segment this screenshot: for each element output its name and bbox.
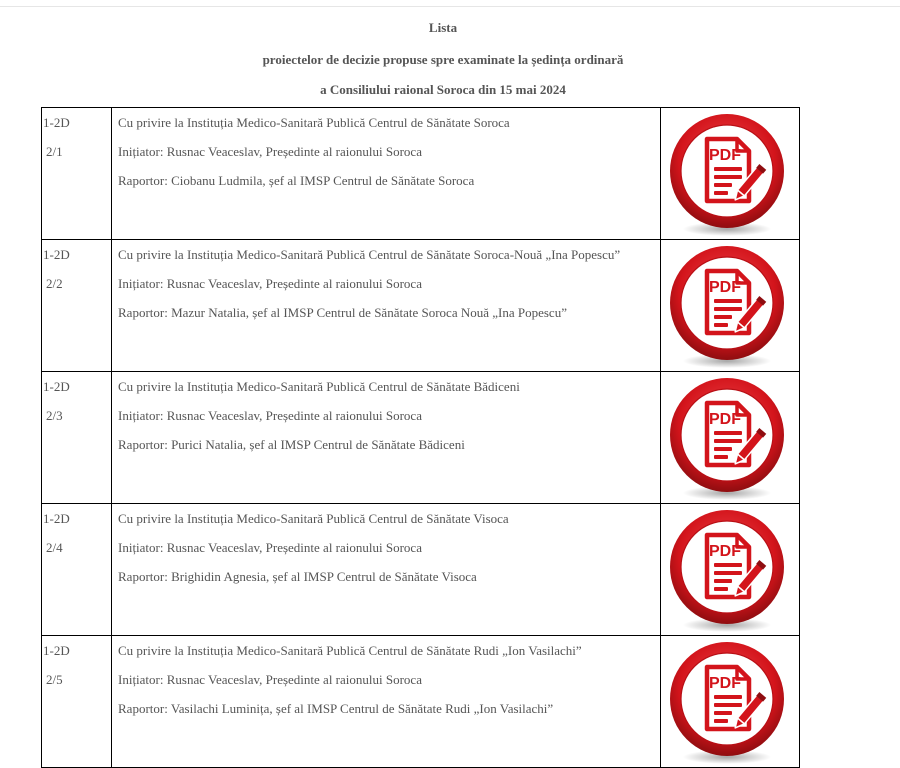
project-description-cell (112, 240, 661, 372)
projects-table (41, 107, 800, 768)
pdf-label: PDF (709, 411, 742, 428)
pdf-document-icon[interactable] (667, 113, 787, 239)
table-row (42, 504, 800, 636)
project-number: 2/4 (46, 540, 63, 555)
project-subject: Cu privire la Instituția Medico-Sanitară Publică Centrul de Sănătate Soroca (118, 115, 510, 130)
top-divider (0, 6, 900, 7)
pdf-document-icon[interactable] (667, 641, 787, 767)
row-number-cell (42, 372, 112, 504)
table-row (42, 108, 800, 240)
table-row (42, 240, 800, 372)
project-raportor: Raportor: Vasilachi Luminița, șef al IMSP Centrul de Sănătate Rudi „Ion Vasilachi” (118, 701, 554, 716)
project-raportor: Raportor: Purici Natalia, șef al IMSP Centrul de Sănătate Bădiceni (118, 437, 465, 452)
row-number-cell (42, 504, 112, 636)
project-number: 2/3 (46, 408, 63, 423)
project-code: 1-2D (43, 511, 70, 526)
project-initiator: Inițiator: Rusnac Veaceslav, Președinte al raionului Soroca (118, 276, 422, 291)
project-initiator: Inițiator: Rusnac Veaceslav, Președinte al raionului Soroca (118, 408, 422, 423)
pdf-document-icon[interactable] (667, 245, 787, 371)
page-subtitle: proiectelor de decizie propuse spre examinate la ședința ordinară (262, 52, 624, 67)
row-number-cell (42, 240, 112, 372)
project-subject: Cu privire la Instituția Medico-Sanitară Publică Centrul de Sănătate Visoca (118, 511, 509, 526)
pdf-label: PDF (709, 147, 742, 164)
project-raportor: Raportor: Ciobanu Ludmila, șef al IMSP Centrul de Sănătate Soroca (118, 173, 475, 188)
project-number: 2/2 (46, 276, 63, 291)
project-code: 1-2D (43, 247, 70, 262)
pdf-download-cell (661, 504, 800, 636)
project-number: 2/5 (46, 672, 63, 687)
page-title: Lista (428, 20, 458, 35)
pdf-download-cell (661, 108, 800, 240)
table-row (42, 636, 800, 768)
project-description-cell (112, 108, 661, 240)
project-code: 1-2D (43, 379, 70, 394)
project-raportor: Raportor: Mazur Natalia, șef al IMSP Centrul de Sănătate Soroca Nouă „Ina Popescu” (118, 305, 567, 320)
table-row (42, 372, 800, 504)
pdf-download-cell (661, 636, 800, 768)
project-raportor: Raportor: Brighidin Agnesia, șef al IMSP Centrul de Sănătate Visoca (118, 569, 477, 584)
project-initiator: Inițiator: Rusnac Veaceslav, Președinte al raionului Soroca (118, 144, 422, 159)
pdf-download-cell (661, 240, 800, 372)
project-subject: Cu privire la Instituția Medico-Sanitară Publică Centrul de Sănătate Soroca-Nouă „Ina Popescu” (118, 247, 621, 262)
project-subject: Cu privire la Instituția Medico-Sanitară Publică Centrul de Sănătate Rudi „Ion Vasilachi” (118, 643, 582, 658)
row-number-cell (42, 108, 112, 240)
pdf-document-icon[interactable] (667, 509, 787, 635)
page-subtitle-council: a Consiliului raional Soroca din 15 mai 2024 (320, 82, 566, 97)
pdf-document-icon[interactable] (667, 377, 787, 503)
pdf-download-cell (661, 372, 800, 504)
project-number: 2/1 (46, 144, 63, 159)
project-initiator: Inițiator: Rusnac Veaceslav, Președinte al raionului Soroca (118, 540, 422, 555)
project-code: 1-2D (43, 115, 70, 130)
pdf-label: PDF (709, 279, 742, 296)
project-initiator: Inițiator: Rusnac Veaceslav, Președinte al raionului Soroca (118, 672, 422, 687)
project-description-cell (112, 372, 661, 504)
row-number-cell (42, 636, 112, 768)
project-subject: Cu privire la Instituția Medico-Sanitară Publică Centrul de Sănătate Bădiceni (118, 379, 520, 394)
project-description-cell (112, 504, 661, 636)
project-code: 1-2D (43, 643, 70, 658)
project-description-cell (112, 636, 661, 768)
pdf-label: PDF (709, 675, 742, 692)
pdf-label: PDF (709, 543, 742, 560)
